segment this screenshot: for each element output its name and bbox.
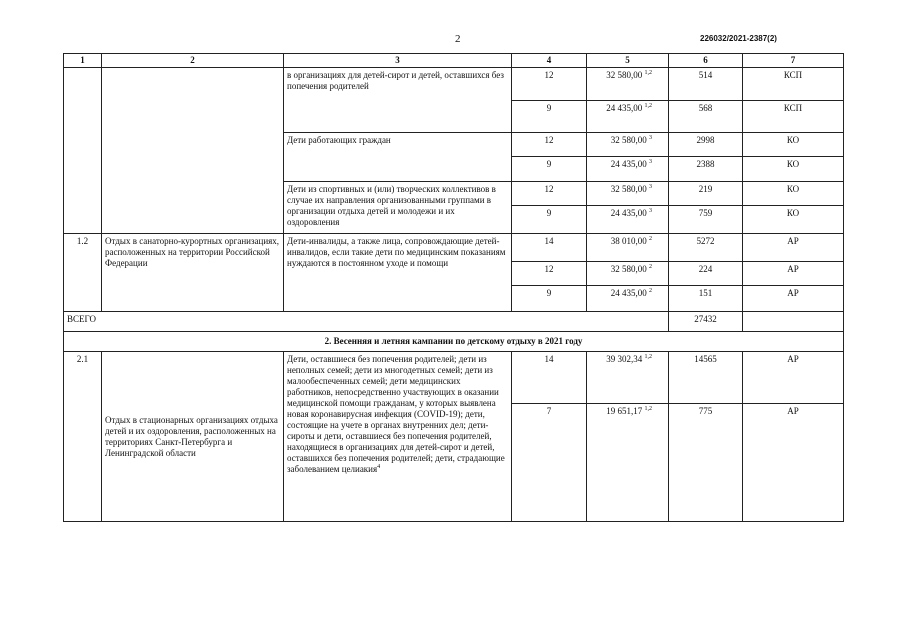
- column-header-row: [64, 54, 844, 68]
- cell-days: 9: [512, 206, 587, 234]
- cell-days: 9: [512, 157, 587, 182]
- cell-count: 14565: [669, 352, 743, 404]
- column-header: 3: [284, 54, 512, 68]
- cell-days: 12: [512, 262, 587, 286]
- allocation-table: [63, 53, 844, 522]
- column-header: 6: [669, 54, 743, 68]
- cell-days: 12: [512, 182, 587, 206]
- cell-name: Отдых в стационарных организациях отдыха детей и их оздоровления, расположенных на территориях Санкт-Петербурга и Ленинградской области: [102, 352, 284, 522]
- column-header: 5: [587, 54, 669, 68]
- column-header: 2: [102, 54, 284, 68]
- cell-code: АР: [743, 286, 844, 312]
- section-title: 2. Весенняя и летняя кампании по детскому отдыху в 2021 году: [64, 332, 844, 352]
- cell-count: 2388: [669, 157, 743, 182]
- cell-code: КО: [743, 182, 844, 206]
- cell-code: КО: [743, 206, 844, 234]
- cell-count: 2998: [669, 133, 743, 157]
- cell-number: [64, 68, 102, 234]
- cell-code: КО: [743, 133, 844, 157]
- cell-name: [102, 68, 284, 234]
- total-value: 27432: [669, 312, 743, 332]
- page-number: 2: [455, 33, 461, 45]
- cell-code: КСП: [743, 101, 844, 133]
- table-row: [64, 352, 844, 404]
- cell-price: 32 580,00 $^3$: [587, 133, 669, 157]
- table-row: [64, 68, 844, 101]
- cell-days: 12: [512, 133, 587, 157]
- cell-code: КО: [743, 157, 844, 182]
- cell-price: 24 435,00 $^3$: [587, 157, 669, 182]
- cell-price: 24 435,00 $^3$: [587, 206, 669, 234]
- cell-count: 775: [669, 404, 743, 522]
- cell-price: 24 435,00 $^2$: [587, 286, 669, 312]
- cell-price: 24 435,00 $^{1,2}$: [587, 101, 669, 133]
- cell-price: 32 580,00 $^2$: [587, 262, 669, 286]
- column-header: 1: [64, 54, 102, 68]
- cell-days: 12: [512, 68, 587, 101]
- cell-number: 1.2: [64, 234, 102, 312]
- cell-count: 151: [669, 286, 743, 312]
- cell-count: 568: [669, 101, 743, 133]
- cell-count: 514: [669, 68, 743, 101]
- cell-name: Отдых в санаторно-курортных организациях, расположенных на территории Российской Федерации: [102, 234, 284, 312]
- document-id: 226032/2021-2387(2): [700, 34, 777, 43]
- cell-category: Дети, оставшиеся без попечения родителей; дети из неполных семей; дети из многодетных семей; дети из малообеспеченных семей; дети медицинских работников, непосредственно участвующих в оказании медицинской помощи гражданам, у которых выявлена новая коронавирусная инфекция (COVID-19); дети, состоящие на учете в органах внутренних дел; дети-сироты и дети, оставшиеся без попечения родителей, находящиеся в организациях для детей-сирот и детей, оставшихся без попечения родителей; дети, страдающие заболеванием целиакия$^4$: [284, 352, 512, 522]
- cell-category: Дети из спортивных и (или) творческих коллективов в случае их направления организованными группами в организации отдыха детей и молодежи и их оздоровления: [284, 182, 512, 234]
- column-header: 4: [512, 54, 587, 68]
- cell-code: [743, 312, 844, 332]
- cell-count: 219: [669, 182, 743, 206]
- cell-days: 9: [512, 286, 587, 312]
- cell-price: 32 580,00 $^3$: [587, 182, 669, 206]
- cell-days: 14: [512, 234, 587, 262]
- cell-category: в организациях для детей-сирот и детей, оставшихся без попечения родителей: [284, 68, 512, 133]
- cell-price: 38 010,00 $^2$: [587, 234, 669, 262]
- cell-days: 9: [512, 101, 587, 133]
- cell-days: 14: [512, 352, 587, 404]
- cell-days: 7: [512, 404, 587, 522]
- cell-count: 759: [669, 206, 743, 234]
- section-row: [64, 332, 844, 352]
- cell-code: АР: [743, 352, 844, 404]
- cell-code: АР: [743, 404, 844, 522]
- cell-code: АР: [743, 234, 844, 262]
- cell-category: Дети-инвалиды, а также лица, сопровождающие детей-инвалидов, если такие дети по медицинским показаниям нуждаются в постоянном уходе и помощи: [284, 234, 512, 312]
- cell-count: 5272: [669, 234, 743, 262]
- cell-code: КСП: [743, 68, 844, 101]
- cell-category: Дети работающих граждан: [284, 133, 512, 182]
- cell-price: 19 651,17 $^{1,2}$: [587, 404, 669, 522]
- total-row: [64, 312, 844, 332]
- column-header: 7: [743, 54, 844, 68]
- cell-price: 39 302,34 $^{1,2}$: [587, 352, 669, 404]
- cell-code: АР: [743, 262, 844, 286]
- table-row: [64, 234, 844, 262]
- cell-count: 224: [669, 262, 743, 286]
- cell-number: 2.1: [64, 352, 102, 522]
- cell-price: 32 580,00 $^{1,2}$: [587, 68, 669, 101]
- total-label: ВСЕГО: [64, 312, 669, 332]
